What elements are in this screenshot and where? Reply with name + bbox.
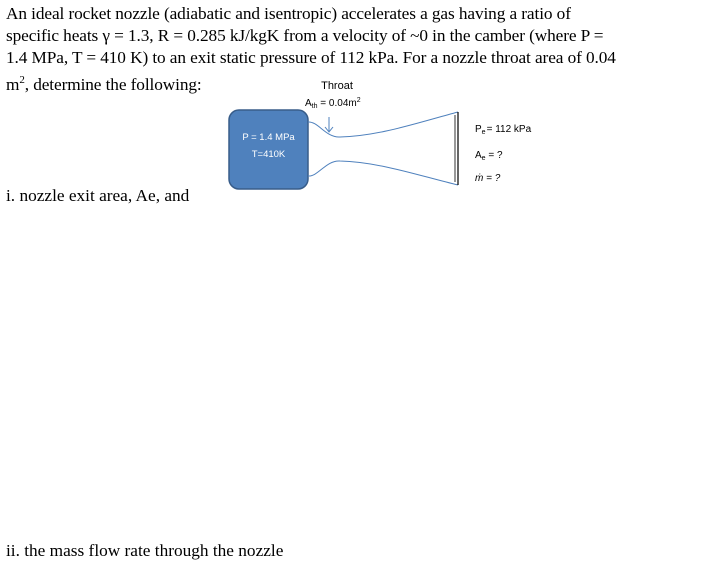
throat-area-symbol: A [305, 98, 312, 109]
throat-area-label [305, 97, 361, 110]
chamber-temperature-label: T=410K [251, 149, 286, 160]
problem-line-1: An ideal rocket nozzle (adiabatic and isentropic) accelerates a gas having a ratio of [6, 4, 571, 23]
question-part-1: i. nozzle exit area, Ae, and [6, 186, 190, 205]
problem-line-4-text: , determine the following: [24, 74, 202, 94]
exit-area-label [475, 150, 503, 162]
unit-exponent: 2 [19, 74, 25, 86]
nozzle-lower-wall [308, 161, 458, 185]
throat-title: Throat [321, 80, 353, 92]
exit-pressure-symbol: P [475, 124, 482, 135]
chamber-pressure-label: P = 1.4 MPa [242, 132, 295, 143]
throat-area-exponent: 2 [356, 97, 361, 104]
exit-area-symbol: A [475, 150, 482, 161]
exit-pressure-value: = 112 kPa [486, 124, 532, 135]
throat-area-subscript: th [311, 103, 318, 110]
exit-pressure-subscript: e [481, 129, 486, 136]
problem-line-3: 1.4 MPa, T = 410 K) to an exit static pressure of 112 kPa. For a nozzle throat area of 0.04 [6, 48, 616, 67]
mass-flow-label: ṁ = ? [475, 173, 501, 184]
nozzle-upper-wall [308, 112, 458, 137]
unit-m: m [6, 74, 20, 94]
question-part-2: ii. the mass flow rate through the nozzle [6, 541, 284, 560]
problem-line-2: specific heats γ = 1.3, R = 0.285 kJ/kgK from a velocity of ~0 in the camber (where P = [6, 26, 604, 45]
exit-pressure-label [475, 124, 532, 136]
exit-area-subscript: e [481, 155, 486, 162]
exit-area-value: = ? [485, 150, 503, 161]
throat-area-value: = 0.04m [317, 98, 357, 109]
